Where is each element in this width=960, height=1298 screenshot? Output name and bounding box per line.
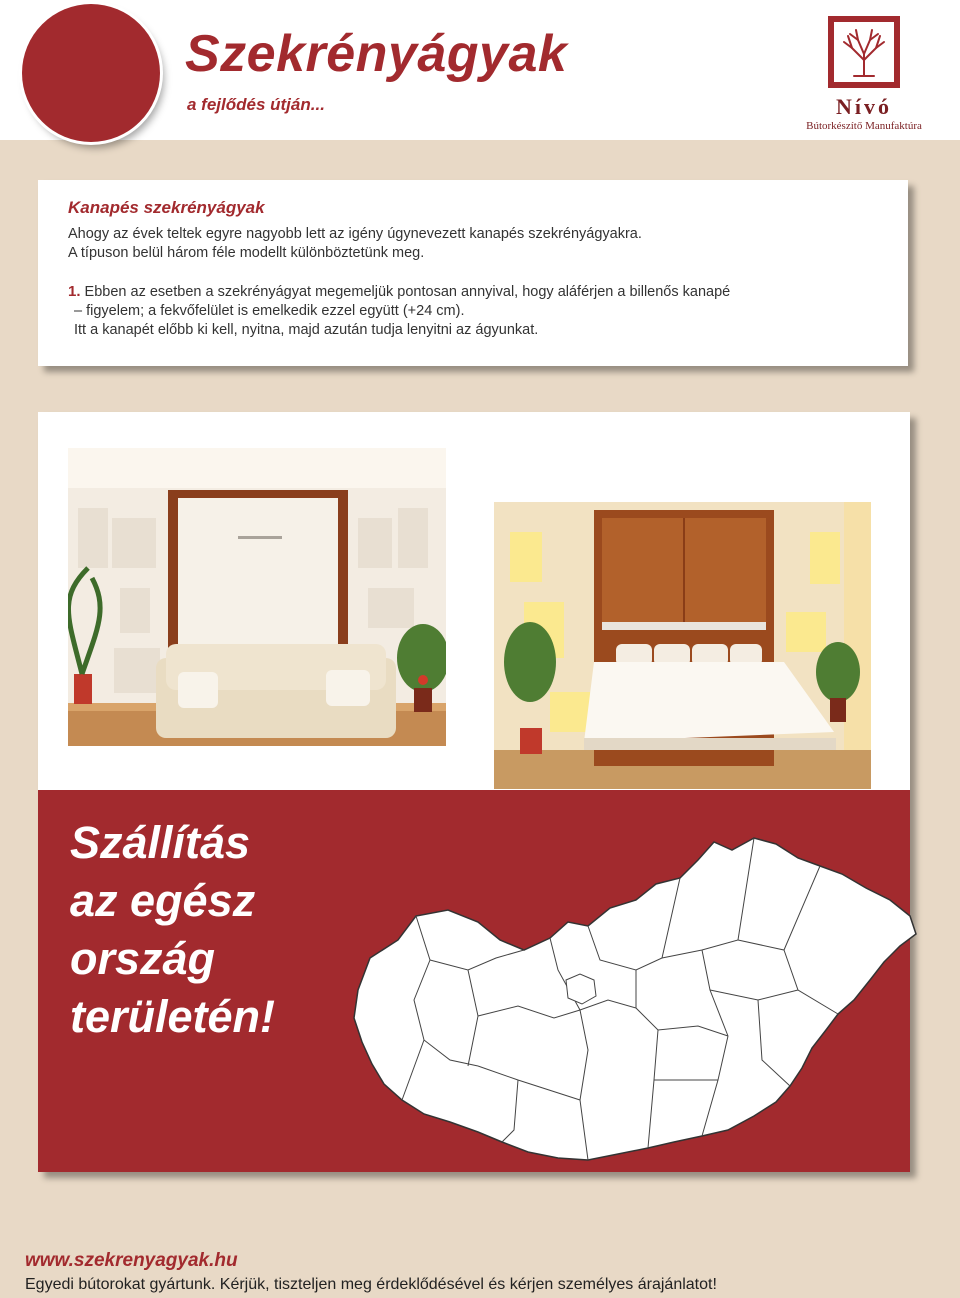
slogan-line: az egész xyxy=(70,875,256,926)
slogan-line: Szállítás xyxy=(70,817,251,868)
decorative-circle xyxy=(22,4,160,142)
bed-photo xyxy=(494,502,871,789)
section-heading: Kanapés szekrényágyak xyxy=(68,198,265,217)
item-number: 1. xyxy=(68,283,81,300)
brand-name: Nívó xyxy=(836,94,892,119)
tree-icon xyxy=(828,16,900,88)
intro-line: A típuson belül három féle modellt különböztetünk meg. xyxy=(68,245,425,261)
hungary-map xyxy=(318,830,928,1170)
model-description xyxy=(68,282,888,340)
page-title: Szekrényágyak xyxy=(185,25,568,83)
slogan-line: területén! xyxy=(70,991,276,1042)
item-line: Itt a kanapét előbb ki kell, nyitna, majd azután tudja lenyitni az ágyunkat. xyxy=(74,322,539,338)
delivery-slogan xyxy=(70,814,275,1046)
page-subtitle: a fejlődés útján... xyxy=(187,95,325,114)
item-line: – figyelem; a fekvőfelület is emelkedik ezzel együtt (+24 cm). xyxy=(74,303,465,319)
website-link[interactable]: www.szekrenyagyak.hu xyxy=(25,1250,238,1271)
intro-line: Ahogy az évek teltek egyre nagyobb lett az igény úgynevezett kanapés szekrényágyakra. xyxy=(68,226,642,242)
slogan-line: ország xyxy=(70,933,216,984)
delivery-banner xyxy=(38,790,910,1172)
footer-text: Egyedi bútorokat gyártunk. Kérjük, tiszteljen meg érdeklődésével és kérjen személyes árajánlatot! xyxy=(25,1276,717,1293)
description-card xyxy=(38,180,908,366)
sofa-photo xyxy=(68,448,446,746)
brand-tagline: Bútorkészítő Manufaktúra xyxy=(806,120,922,132)
photo-card xyxy=(38,412,910,1172)
intro-paragraph xyxy=(68,225,888,263)
item-line: Ebben az esetben a szekrényágyat megemeljük pontosan annyival, hogy aláférjen a billenős kanapé xyxy=(84,284,731,300)
brand-logo xyxy=(788,12,948,137)
